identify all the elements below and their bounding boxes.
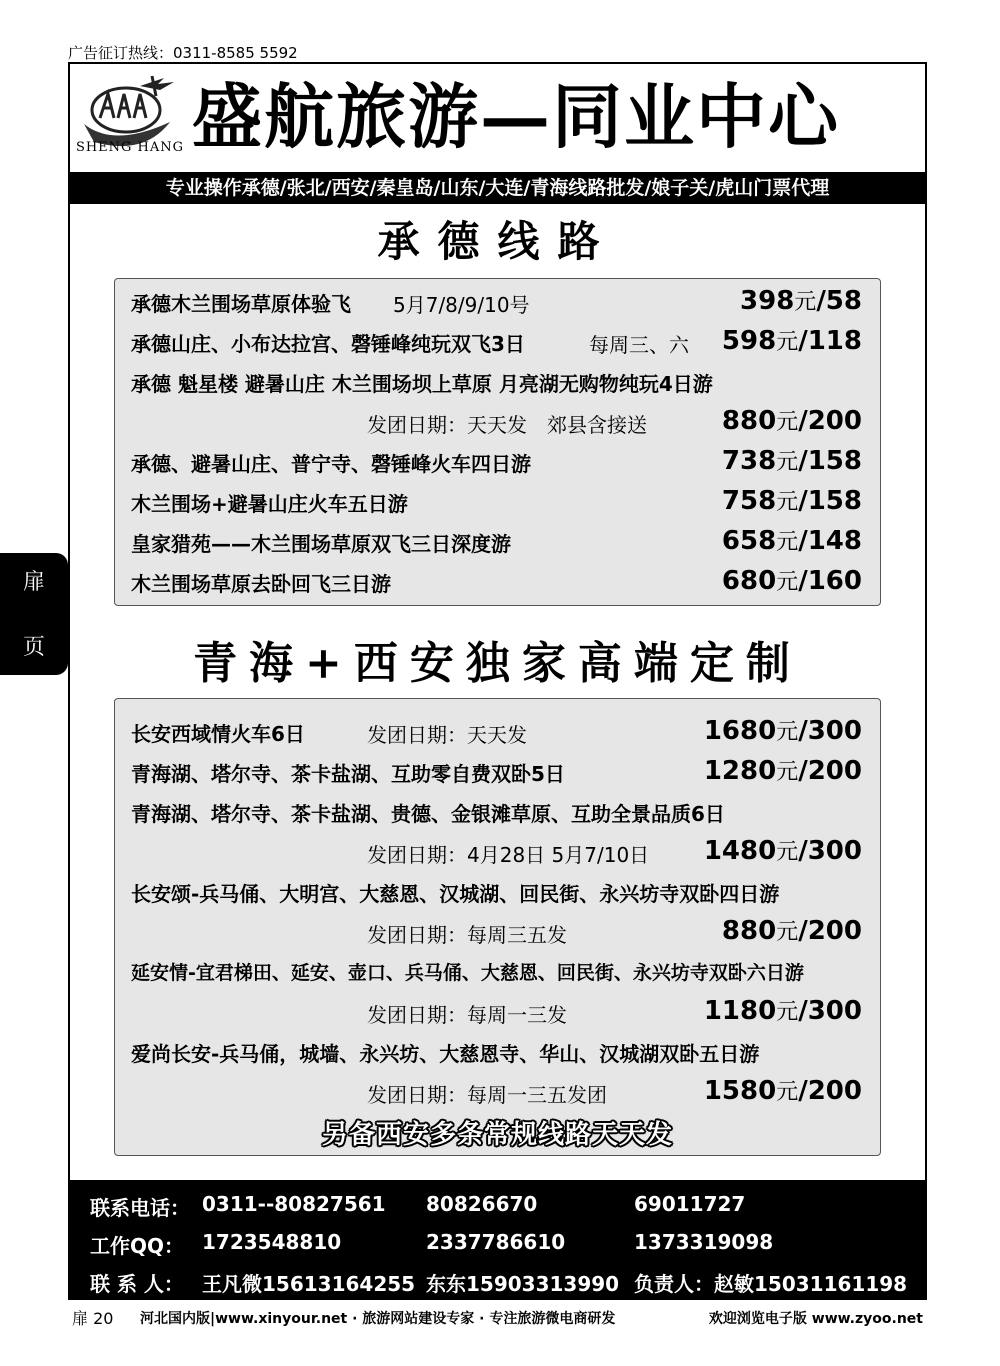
route-row (131, 951, 862, 991)
route-date: 发团日期：天天发 郊县含接送 (367, 413, 647, 437)
route-date: 发团日期：天天发 (367, 723, 527, 747)
route-price: 1480元/300 (703, 836, 862, 866)
phone-label: 联系电话： (90, 1196, 190, 1220)
footer (68, 1306, 927, 1332)
route-date: 5月7/8/9/10号 (393, 293, 530, 317)
route-row (131, 561, 862, 601)
route-name: 承德、避暑山庄、普宁寺、磬锤峰火车四日游 (131, 452, 531, 476)
route-name: 青海湖、塔尔寺、茶卡盐湖、互助零自费双卧5日 (131, 762, 565, 786)
subtitle-bar: 专业操作承德/张北/西安/秦皇岛/山东/大连/青海线路批发/娘子关/虎山门票代理 (70, 172, 925, 204)
route-price: 758元/158 (721, 486, 862, 516)
route-price: 1280元/200 (703, 756, 862, 786)
route-row (131, 751, 862, 791)
chengde-routes-box (114, 278, 881, 606)
route-row (131, 281, 862, 321)
contact-person: 负责人：赵敏15031161198 (634, 1272, 908, 1296)
route-row (131, 711, 862, 751)
logo-text: SHENG HANG (75, 140, 185, 155)
route-date: 发团日期：每周一三发 (367, 1003, 567, 1027)
route-row (131, 401, 862, 441)
route-name: 木兰围场草原去卧回飞三日游 (131, 572, 391, 596)
contact-person: 王凡微15613164255 (202, 1272, 416, 1296)
route-row (131, 991, 862, 1031)
route-row (131, 831, 862, 871)
qq-label: 工作QQ： (90, 1234, 185, 1258)
footer-right-text: 欢迎浏览电子版 www.zyoo.net (708, 1311, 923, 1327)
qinghai-routes-box (114, 698, 881, 1156)
route-row (131, 361, 862, 401)
route-price: 738元/158 (721, 446, 862, 476)
route-name: 承德木兰围场草原体验飞 (131, 292, 351, 316)
contact-label: 联 系 人： (90, 1272, 184, 1296)
route-row (131, 521, 862, 561)
footer-left-text: 河北国内版|www.xinyour.net · 旅游网站建设专家 · 专注旅游微电商研发 (140, 1311, 616, 1327)
side-tab-char: 页 (22, 635, 45, 660)
extra-routes-note: 另备西安多条常规线路天天发 (321, 1120, 673, 1150)
route-name: 长安西域情火车6日 (131, 722, 305, 746)
contact-bar (70, 1180, 925, 1298)
route-name: 皇家猎苑——木兰围场草原双飞三日深度游 (131, 532, 511, 556)
route-date: 发团日期：4月28日 5月7/10日 (367, 843, 650, 867)
route-name: 爱尚长安-兵马俑，城墙、永兴坊、大慈恩寺、华山、汉城湖双卧五日游 (131, 1042, 760, 1066)
route-price: 1180元/300 (703, 996, 862, 1026)
route-date: 发团日期：每周一三五发团 (367, 1083, 607, 1107)
route-date: 每周三、六 (589, 333, 689, 357)
qinghai-section-title: 青海+西安独家高端定制 (193, 638, 802, 689)
route-row (131, 911, 862, 951)
route-price: 598元/118 (721, 326, 862, 356)
route-name: 承德山庄、小布达拉宫、磬锤峰纯玩双飞3日 (131, 332, 525, 356)
route-row (131, 1071, 862, 1111)
route-name: 承德 魁星楼 避暑山庄 木兰围场坝上草原 月亮湖无购物纯玩4日游 (131, 372, 713, 396)
route-name: 木兰围场+避暑山庄火车五日游 (131, 492, 408, 516)
chengde-section-title: 承德线路 (377, 217, 618, 266)
route-price: 880元/200 (721, 406, 862, 436)
qq-number: 2337786610 (426, 1230, 566, 1254)
contact-person: 东东15903313990 (426, 1272, 620, 1296)
route-row (131, 321, 862, 361)
route-date: 发团日期：每周三五发 (367, 923, 567, 947)
route-row (131, 1031, 862, 1071)
qq-number: 1723548810 (202, 1230, 342, 1254)
ad-hotline: 广告征订热线：0311-8585 5592 (68, 44, 298, 62)
phone-number: 80826670 (426, 1192, 538, 1216)
page-title: 盛航旅游—同业中心 (192, 75, 840, 158)
route-row (131, 481, 862, 521)
route-price: 1580元/200 (703, 1076, 862, 1106)
route-price: 1680元/300 (703, 716, 862, 746)
route-row (131, 791, 862, 831)
side-tab-char: 扉 (22, 570, 45, 595)
route-price: 680元/160 (721, 566, 862, 596)
route-row (131, 441, 862, 481)
page-number: 扉 20 (72, 1309, 114, 1328)
qq-number: 1373319098 (634, 1230, 774, 1254)
route-name: 青海湖、塔尔寺、茶卡盐湖、贵德、金银滩草原、互助全景品质6日 (131, 802, 725, 826)
side-tab (0, 553, 68, 675)
route-name: 长安颂-兵马俑、大明宫、大慈恩、汉城湖、回民街、永兴坊寺双卧四日游 (131, 882, 780, 906)
route-row (131, 871, 862, 911)
phone-number: 69011727 (634, 1192, 746, 1216)
route-name: 延安情-宜君梯田、延安、壶口、兵马俑、大慈恩、回民街、永兴坊寺双卧六日游 (131, 962, 804, 984)
route-price: 880元/200 (721, 916, 862, 946)
route-price: 398元/58 (740, 286, 862, 316)
phone-number: 0311--80827561 (202, 1192, 386, 1216)
route-price: 658元/148 (721, 526, 862, 556)
